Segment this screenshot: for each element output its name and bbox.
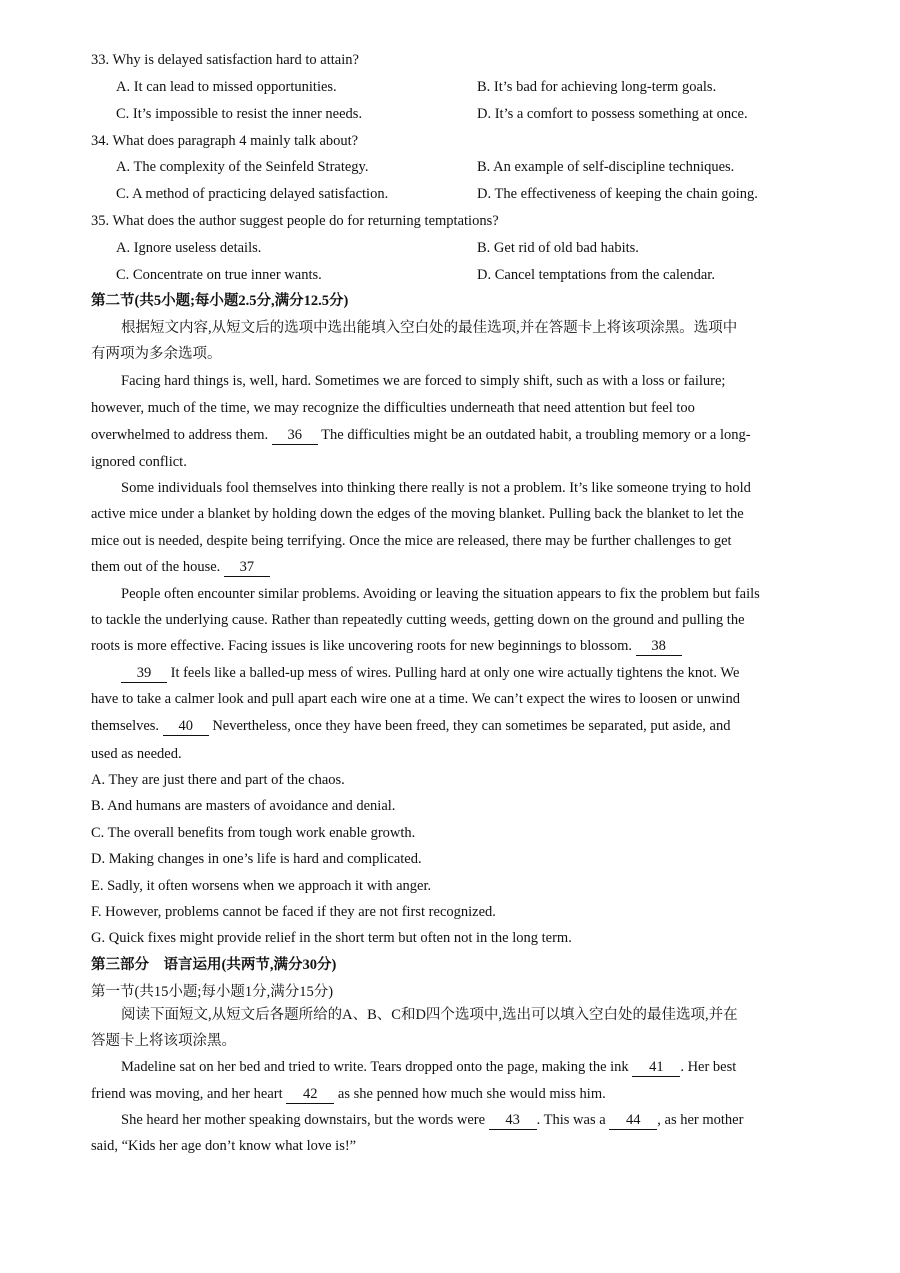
- cloze-line-2: [91, 1084, 606, 1104]
- section-2-heading: 第二节(共5小题;每小题2.5分,满分12.5分): [91, 293, 349, 309]
- blank-36[interactable]: 36: [272, 427, 318, 445]
- section-2-instruction-line-1: 根据短文内容,从短文后的选项中选出能填入空白处的最佳选项,并在答题卡上将该项涂黑。选项中: [121, 320, 738, 336]
- question-34-option-c: C. A method of practicing delayed satisfaction.: [116, 186, 389, 202]
- passage-p1-line-1: Facing hard things is, well, hard. Sometimes we are forced to simply shift, such as with a loss or failure;: [121, 373, 726, 389]
- passage-p1-line-3-end: The difficulties might be an outdated habit, a troubling memory or a long-: [321, 427, 751, 443]
- part-3-heading: 第三部分 语言运用(共两节,满分30分): [91, 957, 337, 973]
- passage-p2-line-4: [91, 557, 270, 577]
- passage-p3-line-3-text: roots is more effective. Facing issues is like uncovering roots for new beginnings to blossom.: [91, 638, 632, 654]
- passage-p4-line-1: [121, 663, 739, 683]
- passage-p1-line-3: [91, 425, 751, 445]
- passage-p4-line-3: [91, 716, 730, 736]
- blank-38[interactable]: 38: [636, 638, 682, 656]
- passage-p3-line-3: [91, 636, 682, 656]
- cloze-line-3-start: She heard her mother speaking downstairs, but the words were: [121, 1112, 486, 1128]
- blank-39[interactable]: 39: [121, 665, 167, 683]
- question-35-option-d: D. Cancel temptations from the calendar.: [477, 267, 715, 283]
- blank-43[interactable]: 43: [489, 1112, 537, 1130]
- passage-p4-line-3-start: themselves.: [91, 718, 160, 734]
- question-34-option-a: A. The complexity of the Seinfeld Strategy.: [116, 159, 369, 175]
- passage-p4-line-4: used as needed.: [91, 746, 182, 762]
- passage-p1-line-3-start: overwhelmed to address them.: [91, 427, 269, 443]
- passage-p2-line-4-text: them out of the house.: [91, 559, 221, 575]
- option-f: F. However, problems cannot be faced if they are not first recognized.: [91, 904, 496, 920]
- part-3-instruction-line-1: 阅读下面短文,从短文后各题所给的A、B、C和D四个选项中,选出可以填入空白处的最佳选项,并在: [121, 1007, 738, 1023]
- passage-p2-line-1: Some individuals fool themselves into thinking there really is not a problem. It’s like someone trying to hold: [121, 480, 751, 496]
- section-2-instruction-line-2: 有两项为多余选项。: [91, 346, 222, 362]
- cloze-line-3-middle: . This was a: [536, 1112, 606, 1128]
- question-33-option-c: C. It’s impossible to resist the inner needs.: [116, 106, 363, 122]
- question-35-stem: 35. What does the author suggest people do for returning temptations?: [91, 213, 499, 229]
- option-a: A. They are just there and part of the chaos.: [91, 772, 345, 788]
- option-g: G. Quick fixes might provide relief in the short term but often not in the long term.: [91, 930, 572, 946]
- passage-p2-line-2: active mice under a blanket by holding down the edges of the moving blanket. Pulling back the blanket to let the: [91, 506, 744, 522]
- blank-41[interactable]: 41: [632, 1059, 680, 1077]
- question-33-stem: 33. Why is delayed satisfaction hard to attain?: [91, 52, 359, 68]
- part-3-section-1-heading: 第一节(共15小题;每小题1分,满分15分): [91, 984, 334, 1000]
- blank-37[interactable]: 37: [224, 559, 270, 577]
- option-e: E. Sadly, it often worsens when we approach it with anger.: [91, 878, 432, 894]
- passage-p2-line-3: mice out is needed, despite being terrifying. Once the mice are released, there may be further challenges to get: [91, 533, 732, 549]
- blank-42[interactable]: 42: [286, 1086, 334, 1104]
- question-33-option-a: A. It can lead to missed opportunities.: [116, 79, 337, 95]
- cloze-line-4: said, “Kids her age don’t know what love is!”: [91, 1138, 357, 1154]
- passage-p1-line-2: however, much of the time, we may recognize the difficulties underneath that need attention but feel too: [91, 400, 695, 416]
- passage-p1-line-4: ignored conflict.: [91, 454, 187, 470]
- question-35-option-c: C. Concentrate on true inner wants.: [116, 267, 322, 283]
- passage-p3-line-1: People often encounter similar problems. Avoiding or leaving the situation appears to fix the problem but fails: [121, 586, 760, 602]
- passage-p4-line-3-end: Nevertheless, once they have been freed, they can sometimes be separated, put aside, and: [212, 718, 731, 734]
- passage-p4-line-1-text: It feels like a balled-up mess of wires. Pulling hard at only one wire actually tightens the knot. We: [170, 665, 740, 681]
- option-c: C. The overall benefits from tough work enable growth.: [91, 825, 416, 841]
- question-34-option-d: D. The effectiveness of keeping the chain going.: [477, 186, 758, 202]
- cloze-line-1-end: . Her best: [680, 1059, 737, 1075]
- part-3-instruction-line-2: 答题卡上将该项涂黑。: [91, 1033, 236, 1049]
- passage-p3-line-2: to tackle the underlying cause. Rather than repeatedly cutting weeds, getting down on the ground and pulling the: [91, 612, 745, 628]
- question-33-option-d: D. It’s a comfort to possess something at once.: [477, 106, 748, 122]
- question-34-option-b: B. An example of self-discipline techniques.: [477, 159, 735, 175]
- cloze-line-3: [121, 1110, 743, 1130]
- cloze-line-2-end: as she penned how much she would miss him.: [337, 1086, 606, 1102]
- cloze-line-1-start: Madeline sat on her bed and tried to write. Tears dropped onto the page, making the ink: [121, 1059, 629, 1075]
- question-35-option-a: A. Ignore useless details.: [116, 240, 262, 256]
- option-b: B. And humans are masters of avoidance and denial.: [91, 798, 396, 814]
- blank-44[interactable]: 44: [609, 1112, 657, 1130]
- question-35-option-b: B. Get rid of old bad habits.: [477, 240, 639, 256]
- question-33-option-b: B. It’s bad for achieving long-term goals.: [477, 79, 717, 95]
- question-34-stem: 34. What does paragraph 4 mainly talk about?: [91, 133, 359, 149]
- cloze-line-2-start: friend was moving, and her heart: [91, 1086, 283, 1102]
- blank-40[interactable]: 40: [163, 718, 209, 736]
- cloze-line-3-end: , as her mother: [657, 1112, 744, 1128]
- cloze-line-1: [121, 1057, 736, 1077]
- option-d: D. Making changes in one’s life is hard and complicated.: [91, 851, 422, 867]
- passage-p4-line-2: have to take a calmer look and pull apart each wire one at a time. We can’t expect the wires to loosen or unwind: [91, 691, 740, 707]
